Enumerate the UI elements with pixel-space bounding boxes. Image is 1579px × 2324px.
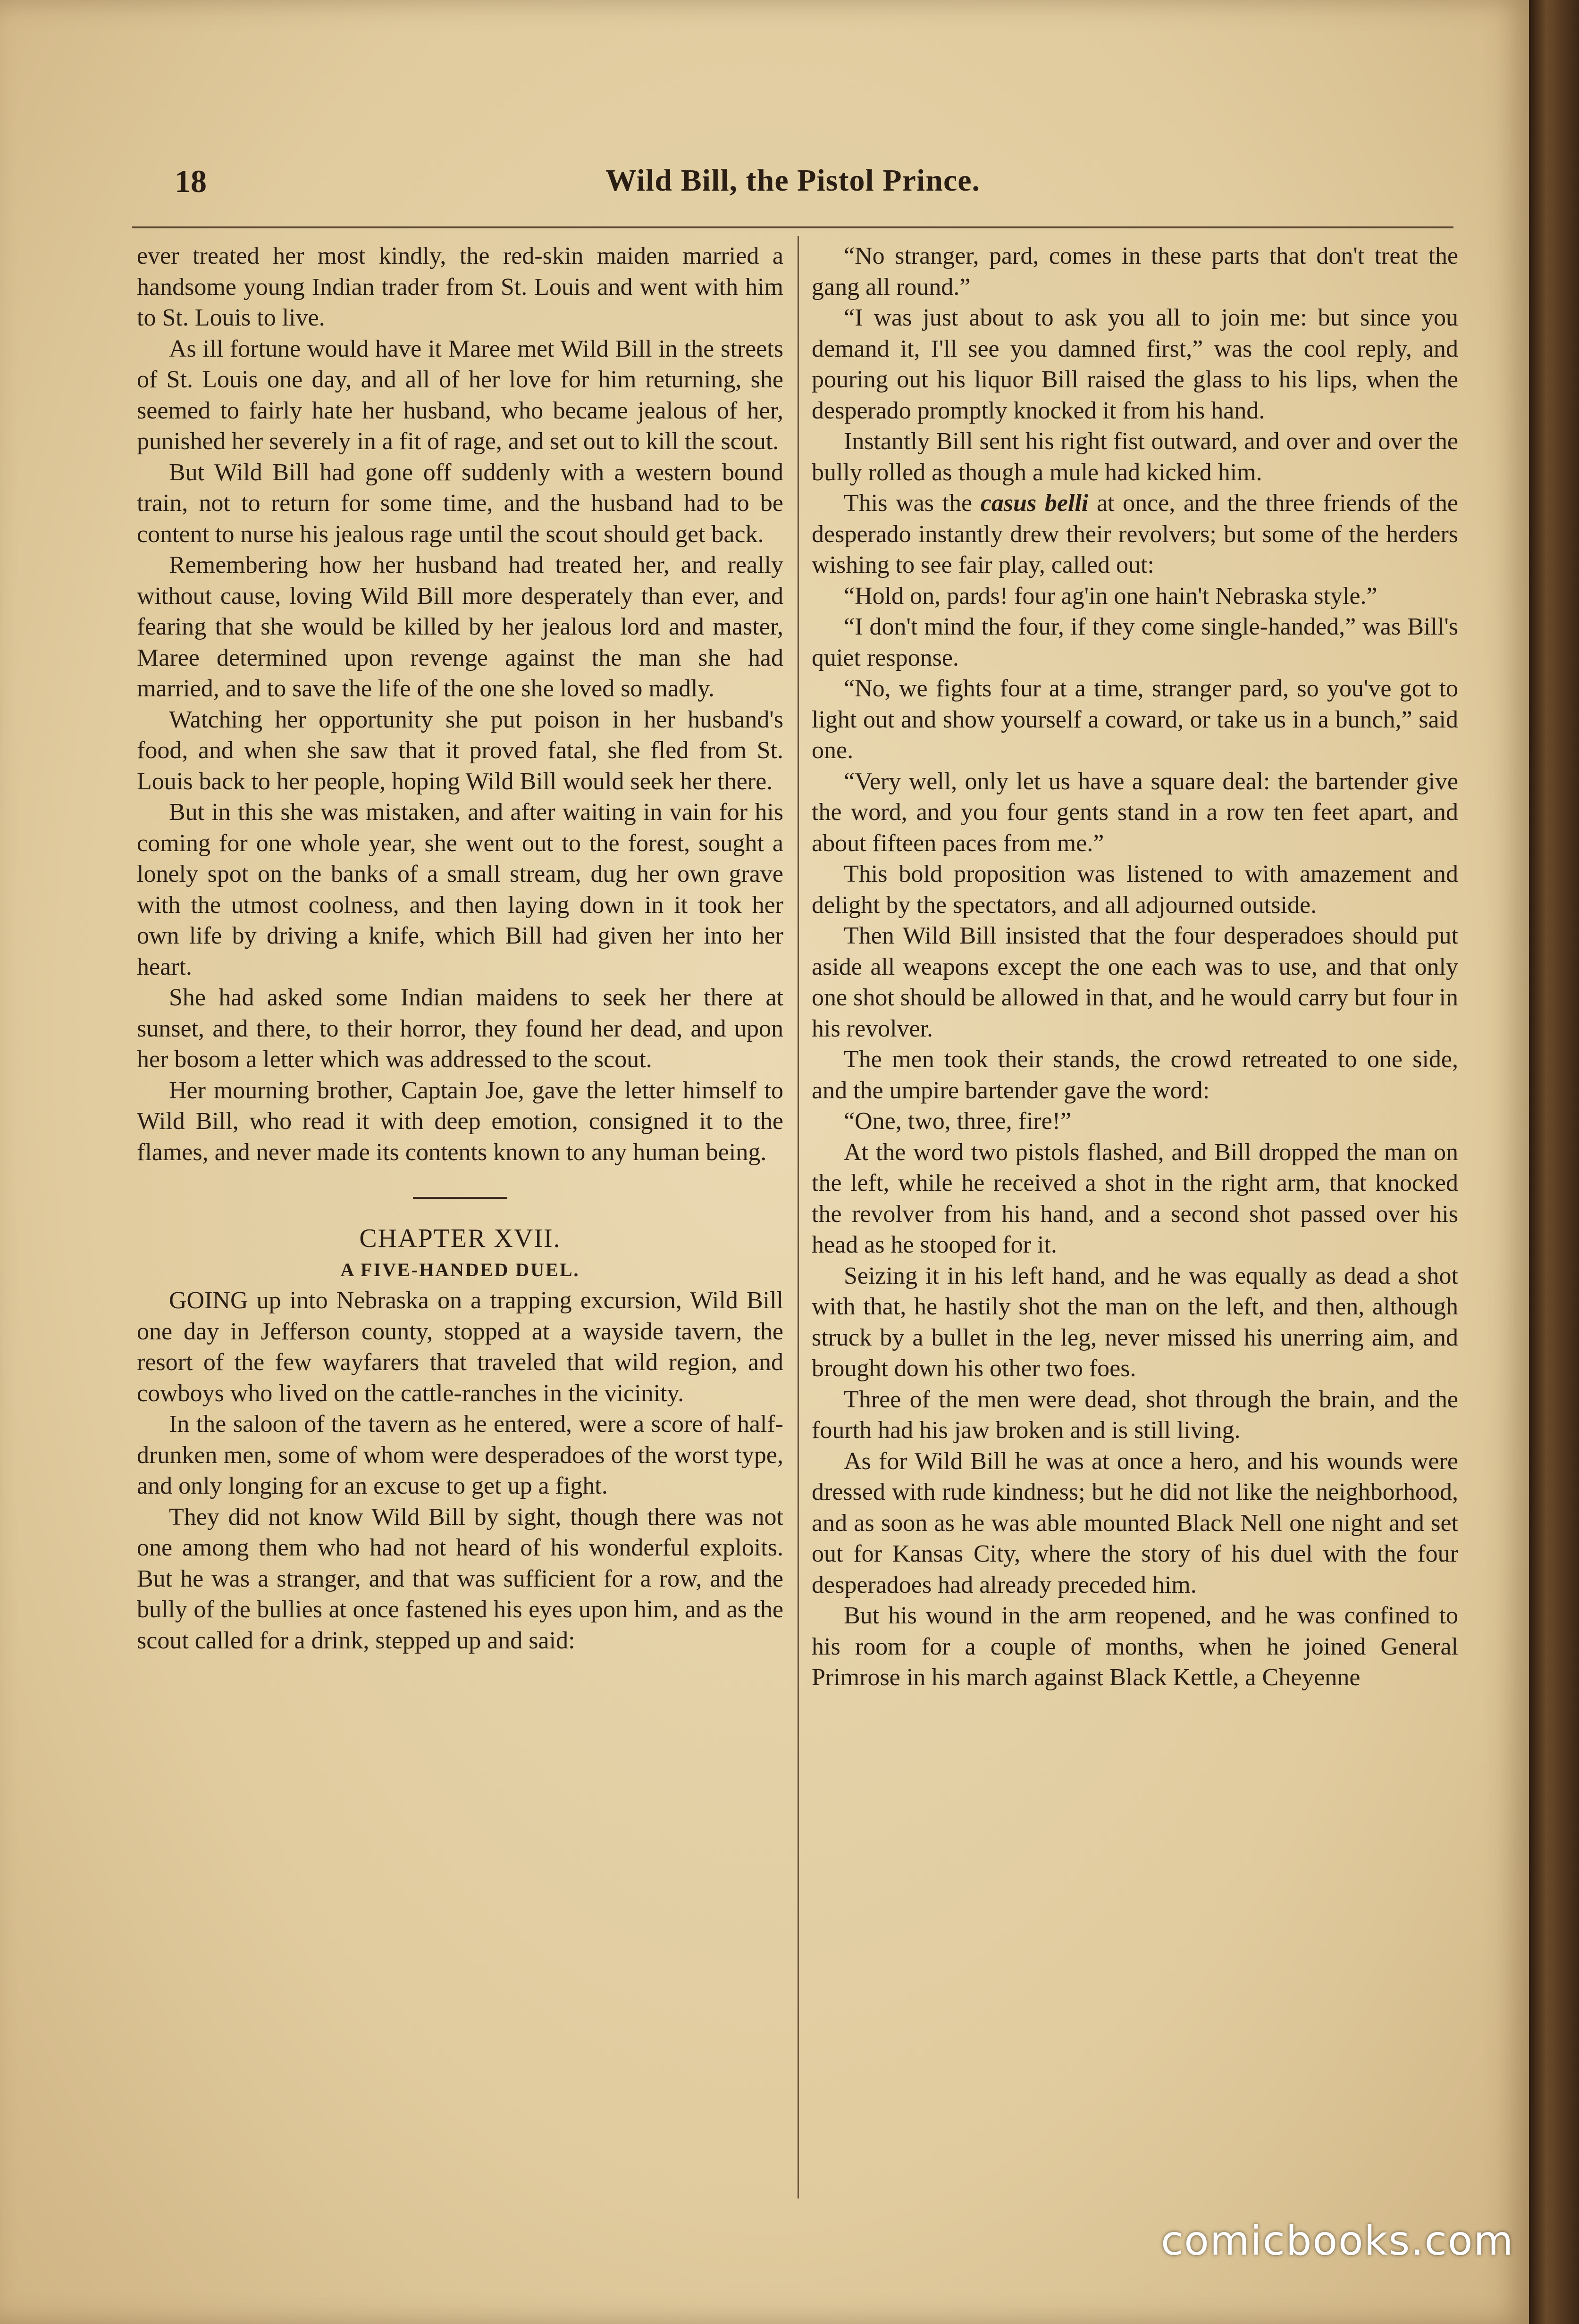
paragraph: Her mourning brother, Captain Joe, gave the letter himself to Wild Bill, who read it with deep emotion, consigned it to the flames, and never made its contents known to any human being.	[137, 1077, 783, 1166]
paragraph: But Wild Bill had gone off suddenly with a western bound train, not to return for some time, and the husband had to be content to nurse his jealous rage until the scout should get back.	[137, 459, 783, 548]
paragraph	[137, 1285, 783, 1409]
drop-lead-word: GOING	[169, 1287, 248, 1314]
paragraph: “One, two, three, fire!”	[844, 1108, 1072, 1135]
paragraph: “No, we fights four at a time, stranger pard, so you've got to light out and show yourself a coward, or take us in a bunch,” said one.	[812, 675, 1458, 764]
page-number: 18	[175, 163, 207, 199]
latin-phrase: casus belli	[980, 490, 1089, 517]
paragraph: “I was just about to ask you all to join me: but since you demand it, I'll see you damned first,” was the cool reply, and pouring out his liquor Bill raised the glass to his lips, when the desperado promptly knocked it from his hand.	[812, 304, 1458, 424]
paragraph: Then Wild Bill insisted that the four desperadoes should put aside all weapons except the one each was to use, and that only one shot should be allowed in that, and he would carry but four in his revolver.	[812, 922, 1458, 1042]
paragraph: She had asked some Indian maidens to seek her there at sunset, and there, to their horror, they found her dead, and upon her bosom a letter which was addressed to the scout.	[137, 984, 783, 1073]
paragraph: Remembering how her husband had treated her, and really without cause, loving Wild Bill more desperately than ever, and fearing that she would be killed by her jealous lord and master, Maree determined upon revenge against the man she had married, and to save the life of the one she loved so madly.	[137, 552, 783, 702]
paragraph: “Very well, only let us have a square deal: the bartender give the word, and you four gents stand in a row ten feet apart, and about fifteen paces from me.”	[812, 768, 1458, 857]
paragraph: Three of the men were dead, shot through the brain, and the fourth had his jaw broken and is still living.	[812, 1386, 1458, 1444]
paragraph: But his wound in the arm reopened, and he was confined to his room for a couple of months, when he joined General Primrose in his march against Black Kettle, a Cheyenne	[812, 1602, 1458, 1691]
paragraph: The men took their stands, the crowd retreated to one side, and the umpire bartender gave the word:	[812, 1046, 1458, 1104]
paragraph: At the word two pistols flashed, and Bill dropped the man on the left, while he received a shot in the right arm, that knocked the revolver from his hand, and a second shot passed over his head as he stooped for it.	[812, 1138, 1458, 1258]
binding-spine	[1529, 0, 1579, 2324]
paragraph: Seizing it in his left hand, and he was equally as dead a shot with that, he hastily shot the man on the left, and then, although struck by a bullet in the leg, never missed his unerring aim, and brought down his other two foes.	[812, 1262, 1458, 1382]
paragraph-text: at once, and the three friends of the desperado instantly drew their revolvers; but some of the herders wishing to see fair play, called out:	[812, 490, 1458, 578]
paragraph-text: up into Nebraska on a trapping excursion, Wild Bill one day in Jefferson county, stopped at a wayside tavern, the resort of the few wayfarers that traveled that wild region, and cowboys who lived on the cattle-ranches in the vicinity.	[137, 1287, 783, 1407]
chapter-title: CHAPTER XVII.	[359, 1224, 561, 1253]
header-rule	[132, 226, 1453, 228]
paragraph: “Hold on, pards! four ag'in one hain't Nebraska style.”	[844, 582, 1377, 610]
chapter-subtitle: A FIVE-HANDED DUEL.	[340, 1259, 580, 1280]
running-title: Wild Bill, the Pistol Prince.	[605, 163, 981, 198]
column-divider	[798, 236, 799, 2199]
paragraph: They did not know Wild Bill by sight, though there was not one among them who had not heard of his wonderful exploits. But he was a stranger, and that was sufficient for a row, and the bully of the bullies at once fastened his eyes upon him, and as the scout called for a drink, stepped up and said:	[137, 1503, 783, 1654]
paragraph-text: This was the	[844, 490, 981, 517]
paragraph: Watching her opportunity she put poison in her husband's food, and when she saw that it proved fatal, she fled from St. Louis back to her people, hoping Wild Bill would seek her there.	[137, 706, 783, 795]
paragraph	[812, 488, 1458, 581]
left-column	[137, 241, 783, 1656]
paragraph: As ill fortune would have it Maree met Wild Bill in the streets of St. Louis one day, and all of her love for him returning, she seemed to fairly hate her husband, who became jealous of her, punished her severely in a fit of rage, and set out to kill the scout.	[137, 335, 783, 455]
paragraph: But in this she was mistaken, and after waiting in vain for his coming for one whole year, she went out to the forest, sought a lonely spot on the banks of a small stream, dug her own grave with the utmost coolness, and then laying down in it took her own life by driving a knife, which Bill had given her into her heart.	[137, 799, 783, 980]
paragraph: In the saloon of the tavern as he entered, were a score of half-drunken men, some of whom were desperadoes of the worst type, and only longing for an excuse to get up a fight.	[137, 1411, 783, 1499]
chapter-divider-rule	[413, 1197, 507, 1199]
paragraph: As for Wild Bill he was at once a hero, and his wounds were dressed with rude kindness; but he did not like the neighborhood, and as soon as he was able mounted Black Nell one night and set out for Kansas City, where the story of his duel with the four desperadoes had already preceded him.	[812, 1447, 1458, 1598]
page-header	[132, 163, 1453, 215]
paragraph: “I don't mind the four, if they come single-handed,” was Bill's quiet response.	[812, 613, 1458, 671]
paragraph: Instantly Bill sent his right fist outward, and over and over the bully rolled as though a mule had kicked him.	[812, 428, 1458, 486]
watermark: comicbooks.com	[1161, 2217, 1514, 2265]
paragraph: “No stranger, pard, comes in these parts that don't treat the gang all round.”	[812, 242, 1458, 301]
paragraph: ever treated her most kindly, the red-skin maiden married a handsome young Indian trader from St. Louis and went with him to St. Louis to live.	[137, 242, 783, 331]
paragraph: This bold proposition was listened to with amazement and delight by the spectators, and all adjourned outside.	[812, 861, 1458, 919]
right-column	[812, 241, 1458, 1693]
